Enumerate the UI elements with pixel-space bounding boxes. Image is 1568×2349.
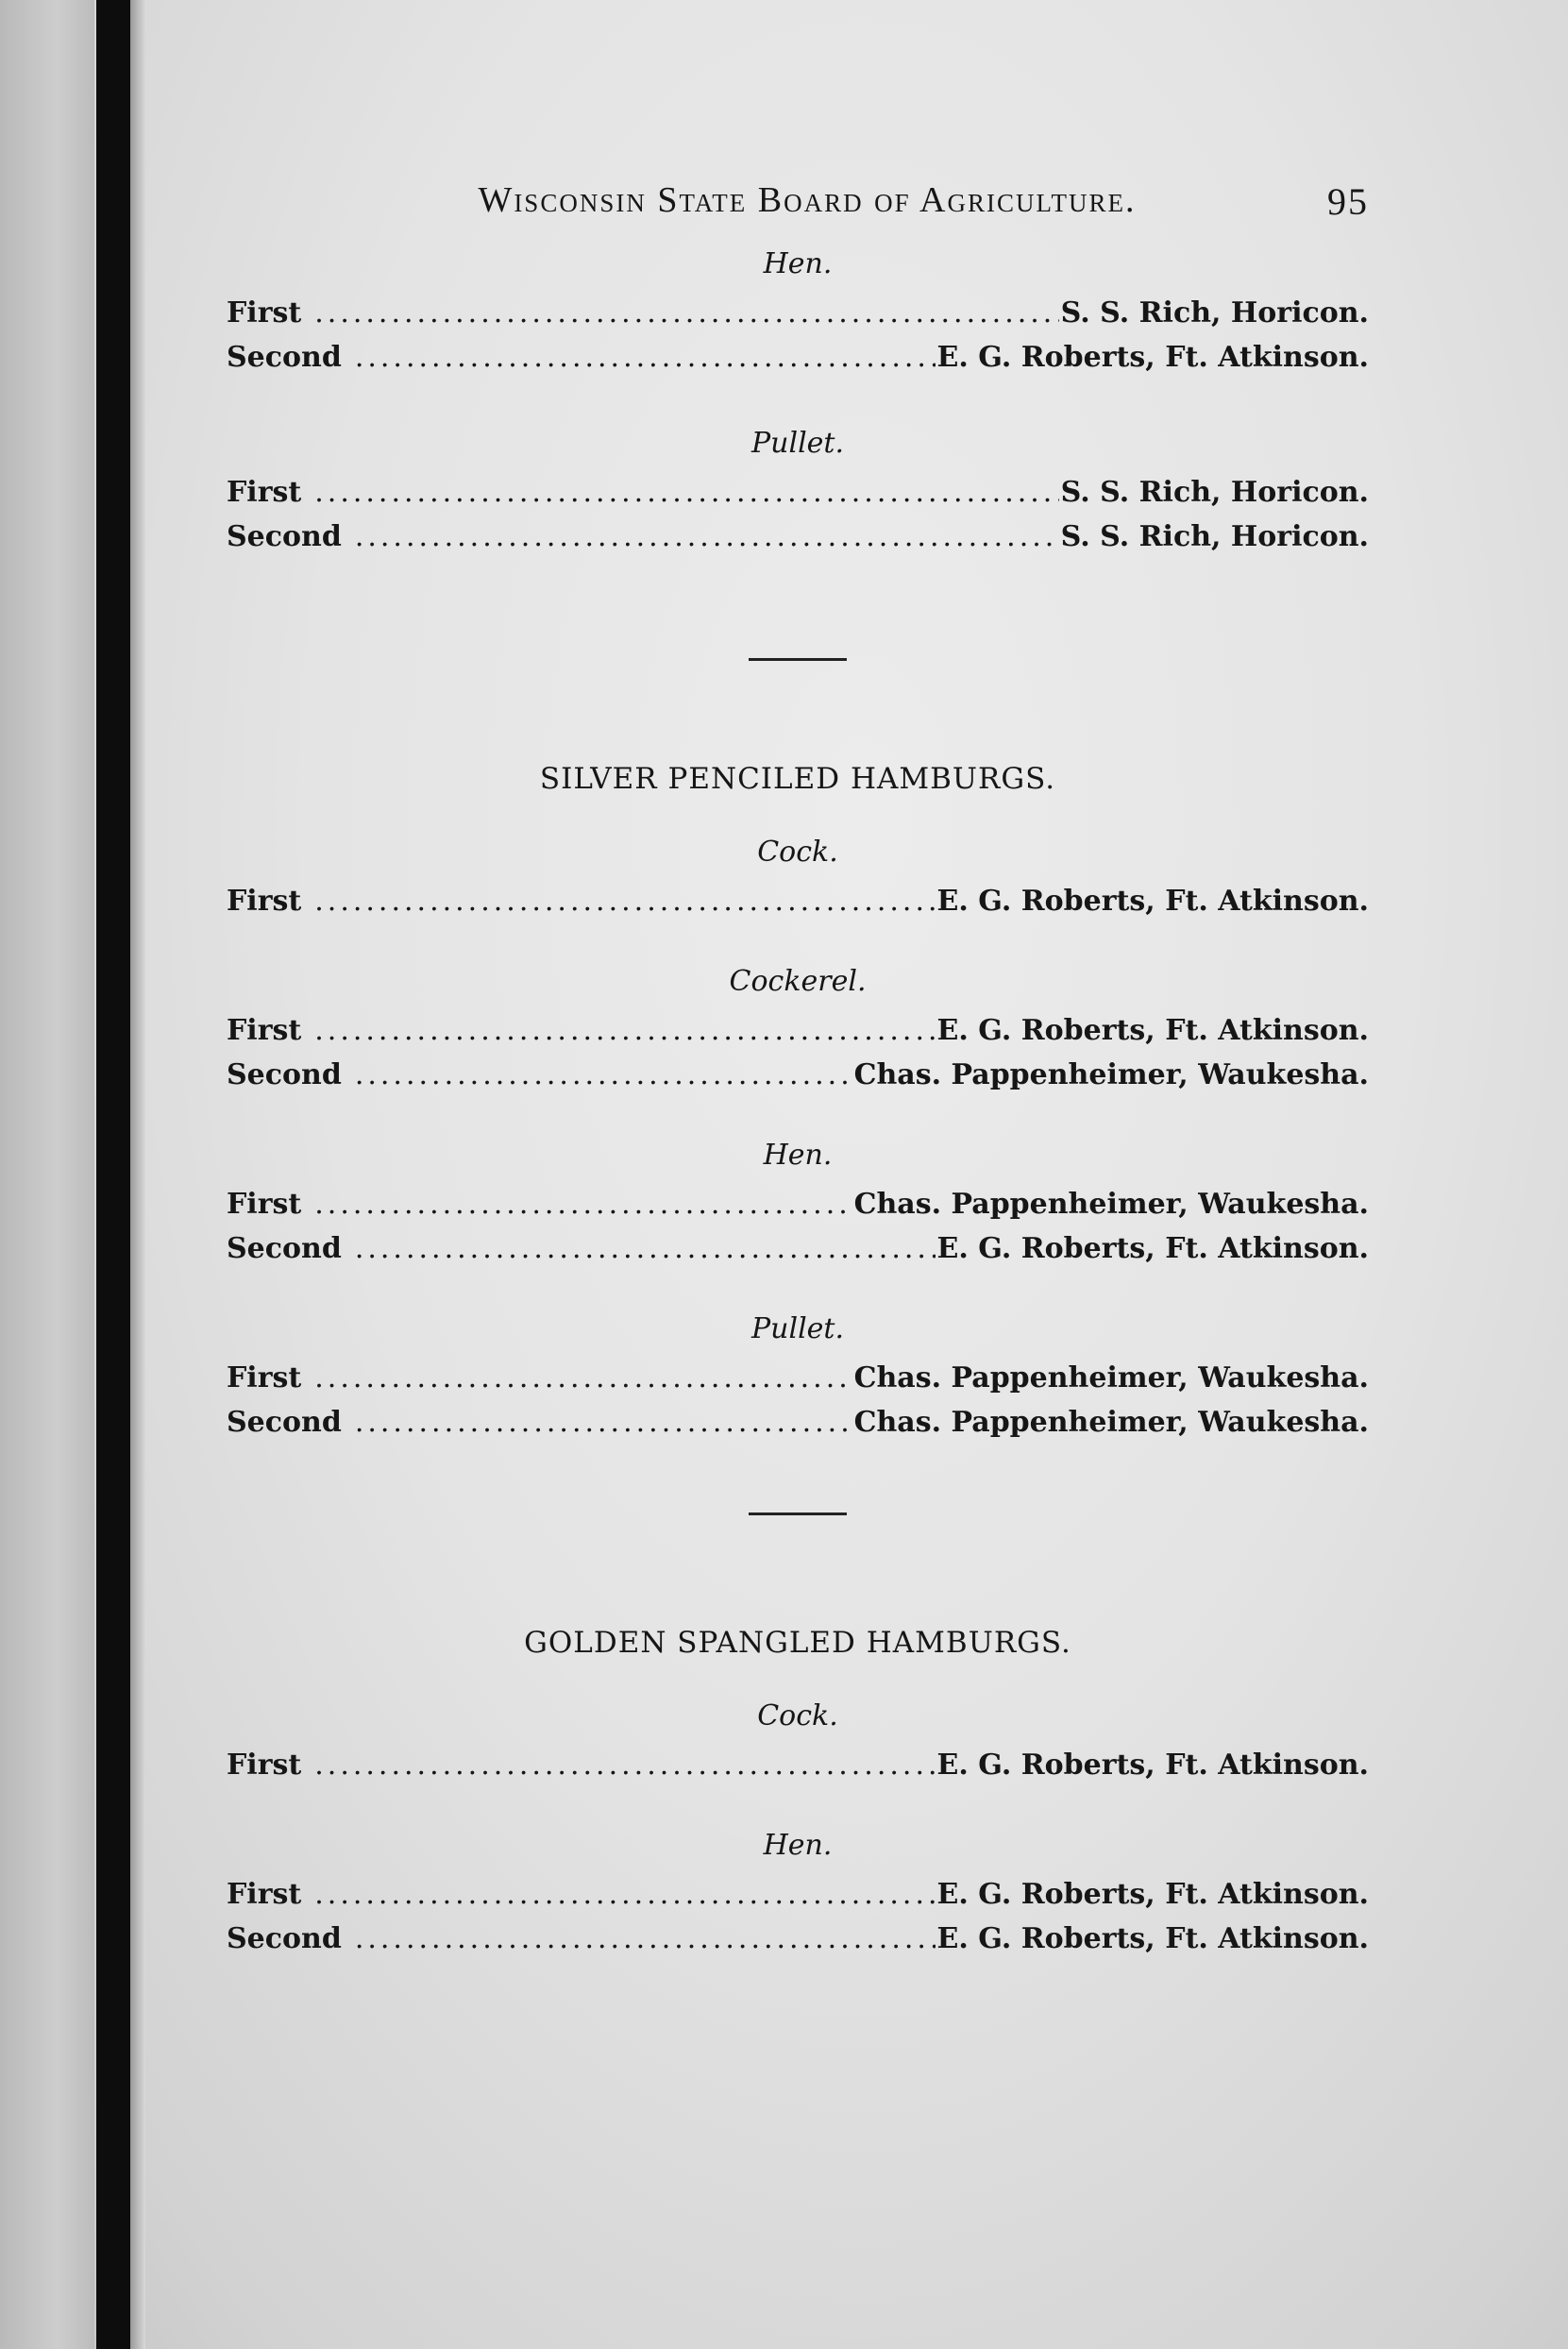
dot-leader — [314, 879, 935, 923]
winner-name: E. G. Roberts, Ft. Atkinson. — [936, 1878, 1369, 1911]
winner-name: S. S. Rich, Horicon. — [1060, 520, 1369, 553]
section-silver-penciled-hamburgs — [227, 760, 1369, 1445]
class-label: Pullet. — [750, 1312, 845, 1345]
winner-name: E. G. Roberts, Ft. Atkinson. — [936, 1749, 1369, 1782]
class-group-cock — [227, 1699, 1369, 1787]
page-gutter — [0, 0, 94, 2349]
place-label: First — [227, 296, 302, 330]
winner-name: Chas. Pappenheimer, Waukesha. — [853, 1361, 1369, 1394]
dot-leader — [355, 1053, 852, 1097]
dot-leader — [355, 1226, 936, 1271]
binding-edge — [130, 0, 145, 2349]
dot-leader — [314, 1743, 935, 1787]
class-group-pullet — [227, 427, 1369, 559]
section-title: SILVER PENCILED HAMBURGS. — [539, 762, 1056, 796]
class-group-hen — [227, 1139, 1369, 1271]
dot-leader — [355, 335, 936, 380]
running-title: Wisconsin State Board of Agriculture. — [478, 180, 1137, 220]
winner-name: E. G. Roberts, Ft. Atkinson. — [936, 1014, 1369, 1047]
continued-section — [227, 247, 1369, 559]
winner-name: E. G. Roberts, Ft. Atkinson. — [936, 885, 1369, 918]
section-divider — [749, 1512, 847, 1515]
dot-leader — [314, 1008, 935, 1053]
dot-leader — [355, 1917, 936, 1961]
class-label: Cockerel. — [729, 965, 867, 998]
dot-leader — [314, 1872, 935, 1917]
place-label: First — [227, 476, 302, 509]
award-row — [227, 1743, 1369, 1787]
dot-leader — [314, 470, 1058, 515]
place-label: Second — [227, 1922, 342, 1955]
section-golden-spangled-hamburgs — [227, 1624, 1369, 1961]
award-row — [227, 1226, 1369, 1271]
running-header — [227, 179, 1369, 236]
dot-leader — [314, 1356, 851, 1400]
class-label: Hen. — [763, 1139, 833, 1172]
award-row — [227, 515, 1369, 559]
award-row — [227, 470, 1369, 515]
class-label: Pullet. — [750, 427, 845, 460]
winner-name: E. G. Roberts, Ft. Atkinson. — [936, 341, 1369, 374]
award-row — [227, 1400, 1369, 1445]
place-label: First — [227, 1014, 302, 1047]
binding-shadow — [96, 0, 130, 2349]
section-title: GOLDEN SPANGLED HAMBURGS. — [524, 1626, 1071, 1660]
award-row — [227, 1872, 1369, 1917]
winner-name: Chas. Pappenheimer, Waukesha. — [853, 1188, 1369, 1221]
winner-name: E. G. Roberts, Ft. Atkinson. — [936, 1922, 1369, 1955]
place-label: Second — [227, 1406, 342, 1439]
class-label: Cock. — [757, 836, 838, 869]
place-label: First — [227, 1878, 302, 1911]
page-number: 95 — [1327, 180, 1369, 223]
dot-leader — [355, 515, 1059, 559]
class-group-hen — [227, 1829, 1369, 1961]
place-label: Second — [227, 1232, 342, 1265]
place-label: Second — [227, 341, 342, 374]
winner-name: E. G. Roberts, Ft. Atkinson. — [936, 1232, 1369, 1265]
dot-leader — [314, 291, 1058, 335]
class-group-cock — [227, 836, 1369, 923]
place-label: First — [227, 1188, 302, 1221]
award-row — [227, 291, 1369, 335]
award-row — [227, 1053, 1369, 1097]
award-row — [227, 1008, 1369, 1053]
dot-leader — [355, 1400, 852, 1445]
class-group-hen — [227, 247, 1369, 380]
place-label: First — [227, 1361, 302, 1394]
award-row — [227, 1182, 1369, 1226]
award-row — [227, 1917, 1369, 1961]
page-content — [227, 179, 1369, 1961]
class-label: Hen. — [763, 247, 833, 280]
dot-leader — [314, 1182, 851, 1226]
class-label: Hen. — [763, 1829, 833, 1862]
place-label: First — [227, 885, 302, 918]
class-group-pullet — [227, 1312, 1369, 1445]
section-divider — [749, 658, 847, 661]
winner-name: Chas. Pappenheimer, Waukesha. — [853, 1406, 1369, 1439]
class-label: Cock. — [757, 1699, 838, 1732]
award-row — [227, 335, 1369, 380]
place-label: Second — [227, 1058, 342, 1091]
class-group-cockerel — [227, 965, 1369, 1097]
award-row — [227, 1356, 1369, 1400]
winner-name: Chas. Pappenheimer, Waukesha. — [853, 1058, 1369, 1091]
place-label: First — [227, 1749, 302, 1782]
winner-name: S. S. Rich, Horicon. — [1060, 296, 1369, 330]
place-label: Second — [227, 520, 342, 553]
winner-name: S. S. Rich, Horicon. — [1060, 476, 1369, 509]
award-row — [227, 879, 1369, 923]
